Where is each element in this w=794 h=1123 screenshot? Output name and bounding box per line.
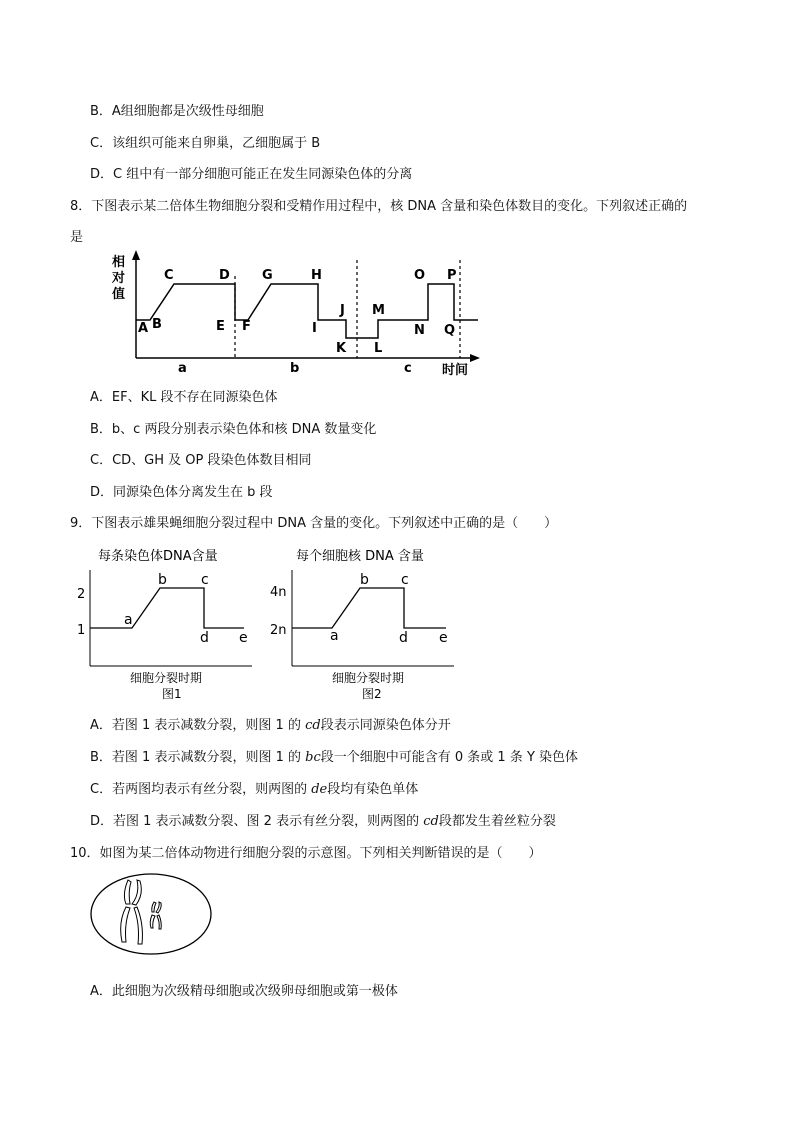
q9-option-b-text: B．若图 1 表示减数分裂，则图 1 的: [90, 750, 306, 765]
q9-fig1-ytick-1: 1: [77, 623, 86, 638]
q8-option-c: C．CD、GH 及 OP 段染色体数目相同: [90, 453, 312, 468]
q8-ylabel-1: 相: [112, 255, 126, 270]
q8-option-a: A．EF、KL 段不存在同源染色体: [90, 390, 278, 405]
q9-fig2-curve: [292, 588, 446, 628]
q10-cell-membrane: [91, 874, 211, 954]
q10-small-chromosome: [150, 902, 161, 929]
q9-fig1-ytick-2: 2: [77, 587, 86, 602]
q7-option-d: D．C 组中有一部分细胞可能正在发生同源染色体的分离: [90, 167, 413, 182]
q8-point-g: G: [262, 268, 273, 283]
q9-option-c: [90, 781, 418, 799]
q9-fig1-point-c: c: [201, 572, 209, 588]
q10-large-chromosome: [121, 880, 143, 944]
q8-option-b: B．b、c 两段分别表示染色体和核 DNA 数量变化: [90, 422, 377, 437]
q9-fig1-title: 每条染色体DNA含量: [98, 549, 218, 564]
q8-point-b: B: [152, 317, 162, 332]
q9-option-c-rest: 段均有染色单体: [327, 782, 419, 797]
q10-stem: 10．如图为某二倍体动物进行细胞分裂的示意图。下列相关判断错误的是（ ）: [70, 846, 542, 861]
q8-point-k: K: [336, 341, 347, 356]
q8-point-d: D: [219, 268, 230, 283]
q9-option-b-rest: 段一个细胞中可能含有 0 条或 1 条 Y 染色体: [320, 750, 579, 765]
q8-point-m: M: [372, 303, 385, 318]
q8-segment-a: a: [178, 361, 187, 376]
q8-point-i: I: [312, 321, 317, 336]
q10-option-a: A．此细胞为次级精母细胞或次级卵母细胞或第一极体: [90, 984, 398, 999]
q8-curve: [136, 284, 478, 338]
q8-stem-line2: 是: [70, 230, 84, 245]
q8-segment-c: c: [404, 361, 412, 376]
q9-option-a: [90, 717, 451, 735]
q8-ylabel-3: 值: [112, 287, 126, 302]
q8-point-o: O: [414, 268, 426, 283]
q9-figure-1: [72, 542, 262, 702]
q8-point-e: E: [216, 319, 225, 334]
q9-fig2-ytick-4n: 4n: [270, 585, 287, 600]
q8-point-j: J: [340, 303, 345, 318]
q8-figure: [100, 248, 490, 380]
q8-point-f: F: [242, 319, 251, 334]
q8-point-n: N: [414, 323, 425, 338]
q8-point-a: A: [138, 321, 149, 336]
q9-fig2-point-c: c: [401, 572, 409, 588]
q9-option-c-text: C．若两图均表示有丝分裂，则两图的: [90, 782, 312, 797]
q9-option-d-var: cd: [423, 814, 439, 829]
q9-option-a-text: A．若图 1 表示减数分裂，则图 1 的: [90, 718, 306, 733]
q8-ylabel-2: 对: [112, 271, 126, 286]
q9-option-d-text: D．若图 1 表示减数分裂、图 2 表示有丝分裂，则两图的: [90, 814, 424, 829]
q9-fig2-point-d: d: [399, 630, 408, 646]
q9-fig1-point-e: e: [239, 630, 248, 646]
q9-option-c-var: de: [311, 782, 328, 797]
q8-point-p: P: [447, 268, 457, 283]
q9-fig2-xlabel: 细胞分裂时期: [332, 671, 405, 685]
q9-fig2-point-a: a: [330, 628, 339, 644]
q9-fig1-point-a: a: [124, 612, 133, 628]
q10-cell-diagram: [88, 870, 218, 960]
q9-option-a-rest: 段表示同源染色体分开: [320, 718, 451, 733]
q8-point-l: L: [374, 341, 383, 356]
q8-point-q: Q: [444, 323, 456, 338]
q9-option-b: [90, 749, 578, 767]
q9-fig1-xlabel: 细胞分裂时期: [130, 671, 203, 685]
q9-fig1-curve: [90, 588, 244, 628]
q8-point-h: H: [311, 268, 322, 283]
q8-option-d: D．同源染色体分离发生在 b 段: [90, 485, 273, 500]
q9-fig1-point-b: b: [158, 572, 167, 588]
q8-point-c: C: [164, 268, 174, 283]
q9-option-d-rest: 段都发生着丝粒分裂: [438, 814, 556, 829]
q9-fig2-ytick-2n: 2n: [270, 623, 287, 638]
q9-figure-2: [266, 542, 466, 702]
q8-segment-b: b: [290, 361, 300, 376]
q9-fig2-point-e: e: [439, 630, 448, 646]
q9-option-d: [90, 813, 556, 831]
q7-option-c: C．该组织可能来自卵巢，乙细胞属于 B: [90, 136, 321, 151]
q8-stem-line1: 8．下图表示某二倍体生物细胞分裂和受精作用过程中，核 DNA 含量和染色体数目的变化。下列叙述正确的: [70, 199, 688, 214]
q9-option-a-var: cd: [305, 718, 321, 733]
q9-option-b-var: bc: [305, 750, 321, 765]
q8-xlabel: 时间: [442, 363, 469, 378]
q9-fig2-caption: 图2: [362, 687, 382, 701]
q9-fig1-point-d: d: [200, 630, 209, 646]
q9-fig2-point-b: b: [360, 572, 369, 588]
q9-fig1-caption: 图1: [162, 687, 182, 701]
q8-y-arrow: [132, 250, 140, 260]
q8-x-arrow: [470, 354, 480, 362]
q7-option-b: B．A组细胞都是次级性母细胞: [90, 104, 264, 119]
q9-stem: 9．下图表示雄果蝇细胞分裂过程中 DNA 含量的变化。下列叙述中正确的是（ ）: [70, 516, 558, 531]
q9-fig2-title: 每个细胞核 DNA 含量: [296, 549, 424, 564]
